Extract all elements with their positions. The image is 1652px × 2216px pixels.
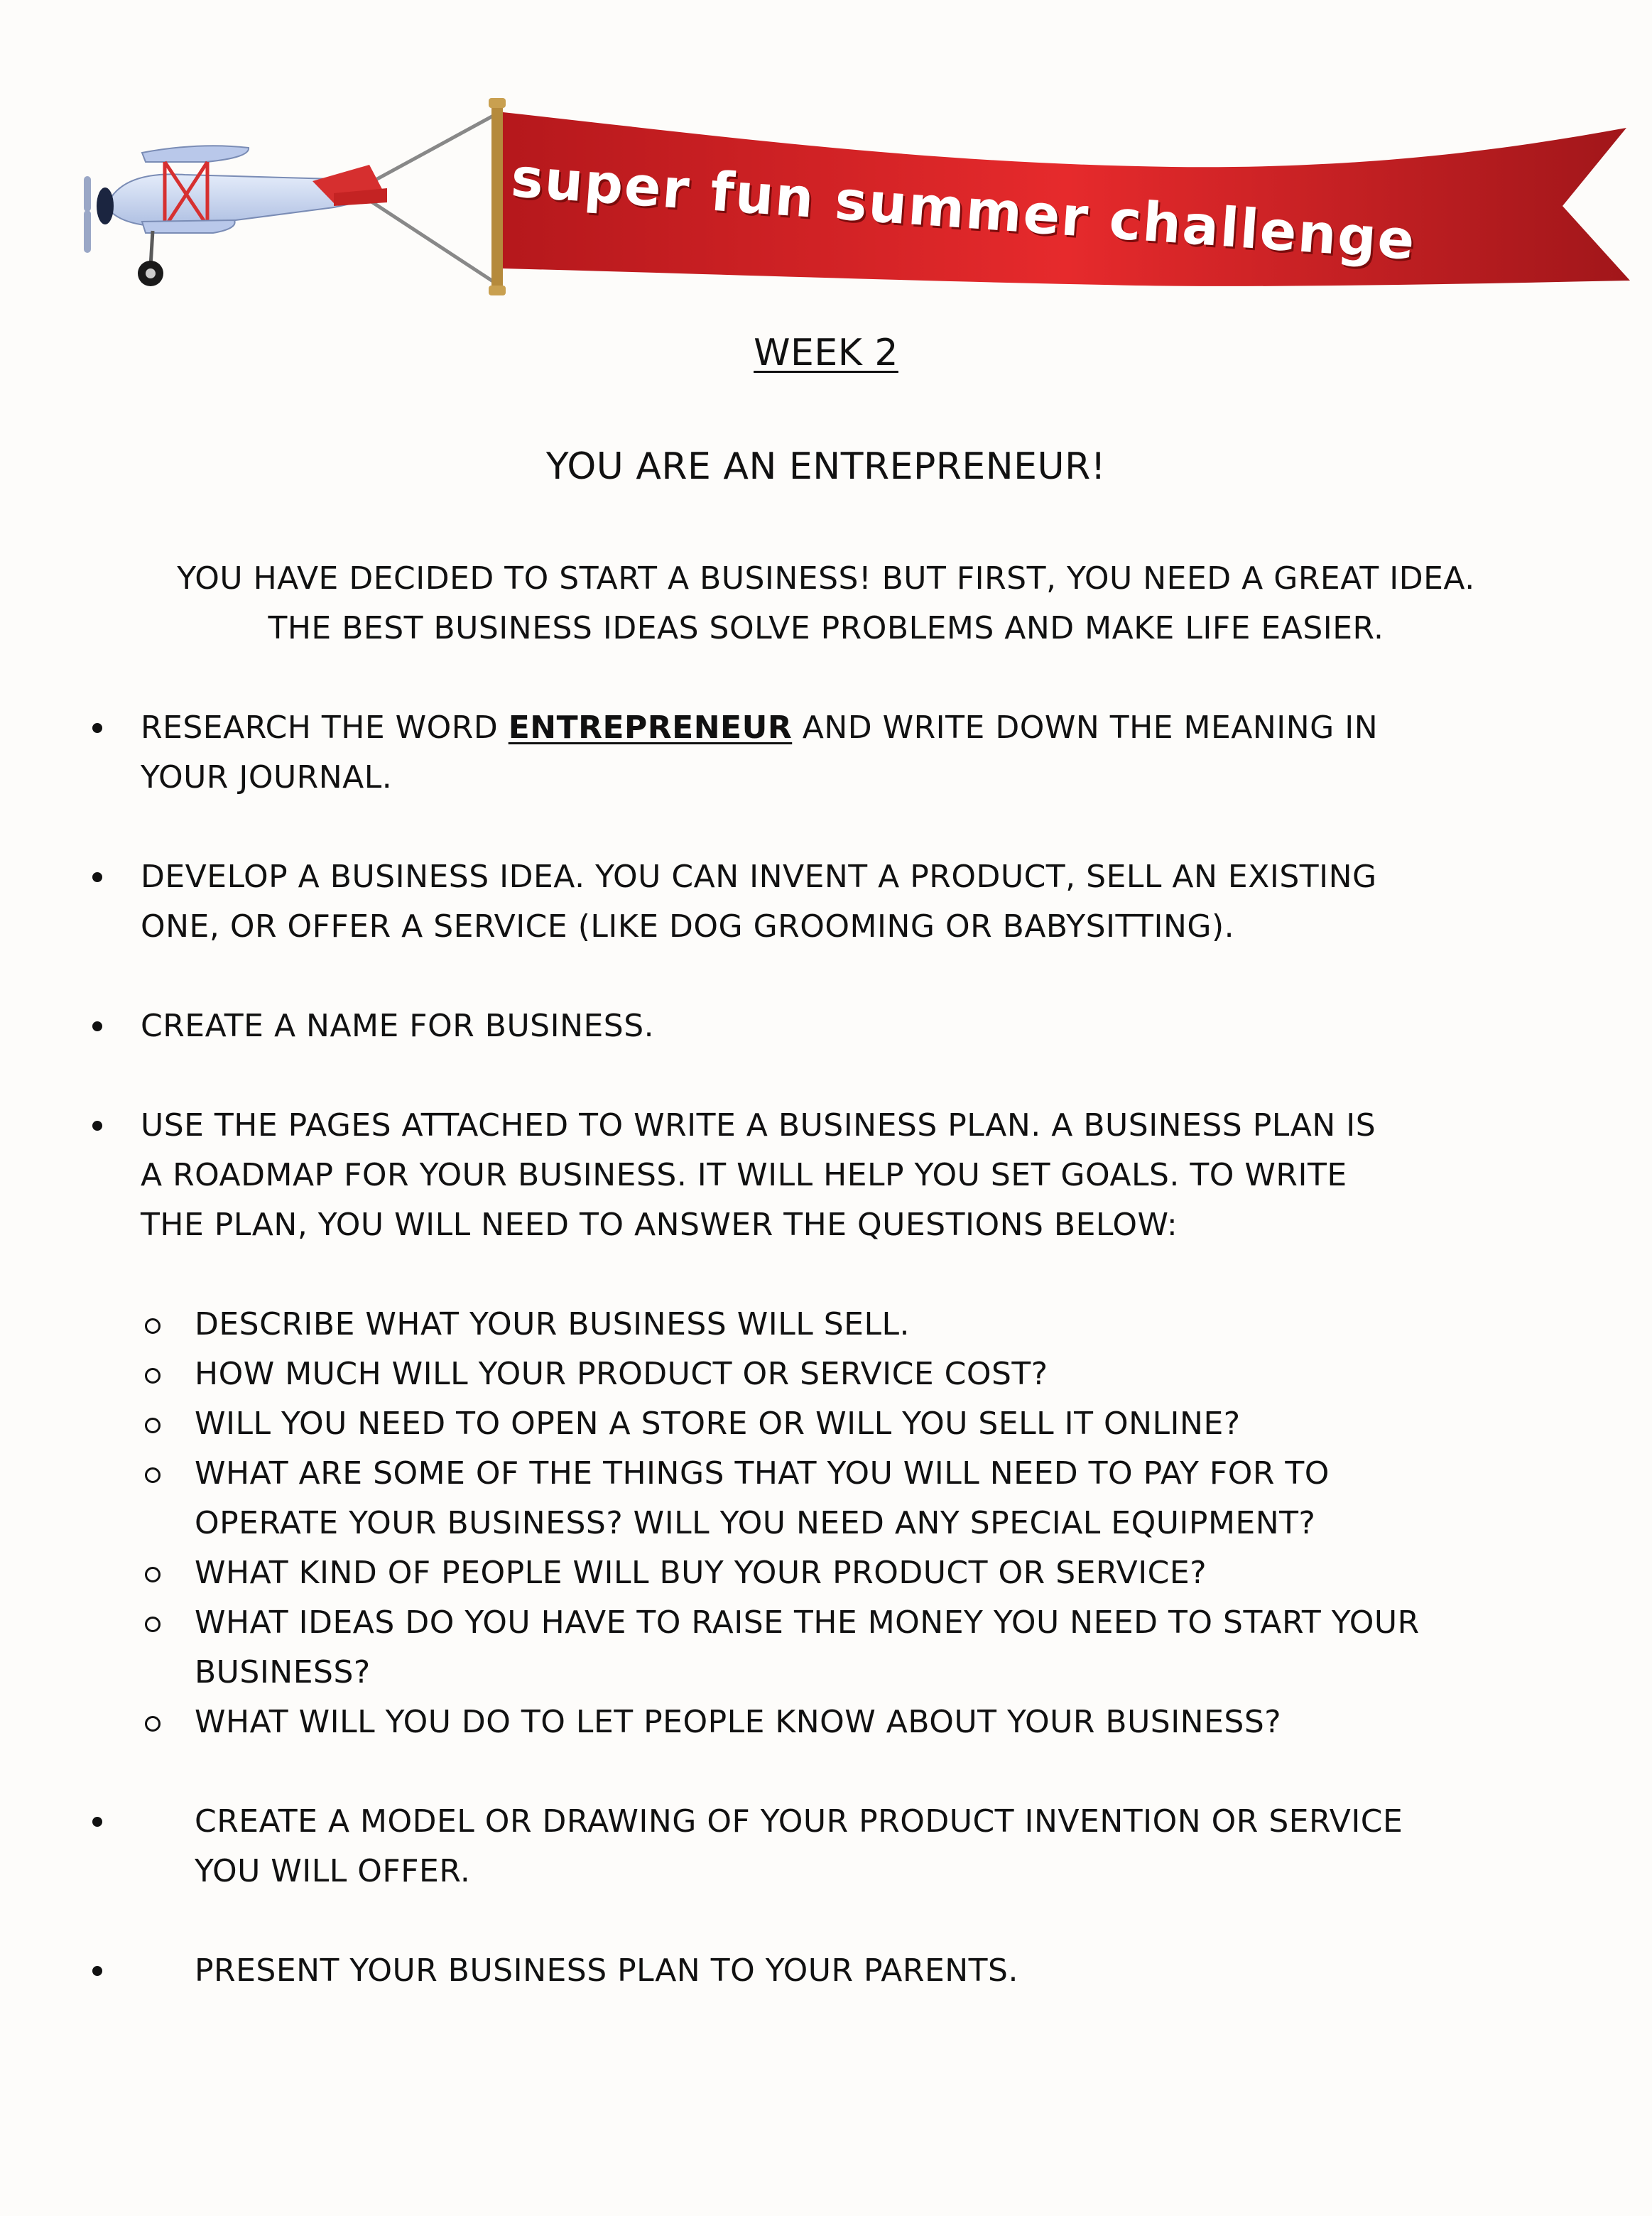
bullet-icon [92, 1817, 102, 1827]
task-plan-line-2: A ROADMAP FOR YOUR BUSINESS. IT WILL HELP YOU SET GOALS. TO WRITE [141, 1157, 1347, 1193]
sub-bullet-icon [145, 1418, 161, 1433]
question-4-line-1: WHAT ARE SOME OF THE THINGS THAT YOU WILL NEED TO PAY FOR TO [195, 1455, 1330, 1492]
task-plan [141, 1101, 1376, 1250]
task-research-before: RESEARCH THE WORD [141, 710, 509, 746]
sub-bullet-icon [145, 1318, 161, 1334]
task-model-line-2: YOU WILL OFFER. [195, 1853, 471, 1889]
task-develop [141, 852, 1377, 952]
intro-line-1: YOU HAVE DECIDED TO START A BUSINESS! BUT FIRST, YOU NEED A GREAT IDEA. [177, 560, 1475, 597]
airplane-icon [84, 146, 387, 286]
sub-bullet-icon [145, 1368, 161, 1384]
question-4-line-2: OPERATE YOUR BUSINESS? WILL YOU NEED ANY SPECIAL EQUIPMENT? [195, 1505, 1316, 1541]
task-research-after: AND WRITE DOWN THE MEANING IN [792, 710, 1379, 746]
airplane-banner-illustration [0, 0, 1652, 327]
question-1: DESCRIBE WHAT YOUR BUSINESS WILL SELL. [195, 1306, 910, 1342]
task-model-line-1: CREATE A MODEL OR DRAWING OF YOUR PRODUCT INVENTION OR SERVICE [195, 1803, 1403, 1840]
page-subtitle: YOU ARE AN ENTREPRENEUR! [545, 445, 1107, 488]
header-banner [0, 0, 1652, 327]
task-develop-line-2: ONE, OR OFFER A SERVICE (LIKE DOG GROOMING OR BABYSITTING). [141, 908, 1235, 945]
week-heading [0, 328, 1652, 378]
intro-paragraph [71, 554, 1581, 653]
task-research [141, 703, 1378, 803]
question-6 [195, 1598, 1420, 1698]
question-3: WILL YOU NEED TO OPEN A STORE OR WILL YOU SELL IT ONLINE? [195, 1406, 1241, 1442]
task-name-line-1: CREATE A NAME FOR BUSINESS. [141, 1008, 655, 1044]
bullet-icon [92, 1121, 102, 1131]
task-present-line-1: PRESENT YOUR BUSINESS PLAN TO YOUR PARENTS. [195, 1952, 1018, 1989]
task-plan-line-1: USE THE PAGES ATTACHED TO WRITE A BUSINESS PLAN. A BUSINESS PLAN IS [141, 1107, 1376, 1144]
bullet-icon [92, 1021, 102, 1031]
task-present [195, 1946, 1018, 1996]
question-5: WHAT KIND OF PEOPLE WILL BUY YOUR PRODUCT OR SERVICE? [195, 1555, 1207, 1591]
question-2: HOW MUCH WILL YOUR PRODUCT OR SERVICE COST? [195, 1356, 1048, 1392]
banner-title: super fun summer challenge [509, 146, 1418, 272]
bullet-icon [92, 723, 102, 733]
task-name [141, 1001, 654, 1051]
question-7: WHAT WILL YOU DO TO LET PEOPLE KNOW ABOUT YOUR BUSINESS? [195, 1704, 1282, 1740]
sub-bullet-icon [145, 1716, 161, 1732]
task-plan-line-3: THE PLAN, YOU WILL NEED TO ANSWER THE QUESTIONS BELOW: [141, 1207, 1178, 1243]
sub-bullet-icon [145, 1467, 161, 1483]
bullet-icon [92, 872, 102, 882]
question-4 [195, 1449, 1330, 1548]
tow-rope-icon [369, 114, 497, 284]
intro-line-2: THE BEST BUSINESS IDEAS SOLVE PROBLEMS AND MAKE LIFE EASIER. [268, 610, 1384, 646]
bullet-icon [92, 1966, 102, 1976]
question-6-line-2: BUSINESS? [195, 1654, 371, 1690]
sub-bullet-icon [145, 1567, 161, 1582]
task-research-line-1 [141, 703, 1378, 753]
task-model [195, 1797, 1403, 1896]
sub-bullet-icon [145, 1617, 161, 1632]
task-research-line-2: YOUR JOURNAL. [141, 759, 393, 795]
week-label: WEEK 2 [754, 332, 898, 374]
question-6-line-1: WHAT IDEAS DO YOU HAVE TO RAISE THE MONEY YOU NEED TO START YOUR [195, 1604, 1420, 1641]
task-develop-line-1: DEVELOP A BUSINESS IDEA. YOU CAN INVENT A PRODUCT, SELL AN EXISTING [141, 859, 1377, 895]
keyword-entrepreneur: ENTREPRENEUR [508, 710, 793, 746]
